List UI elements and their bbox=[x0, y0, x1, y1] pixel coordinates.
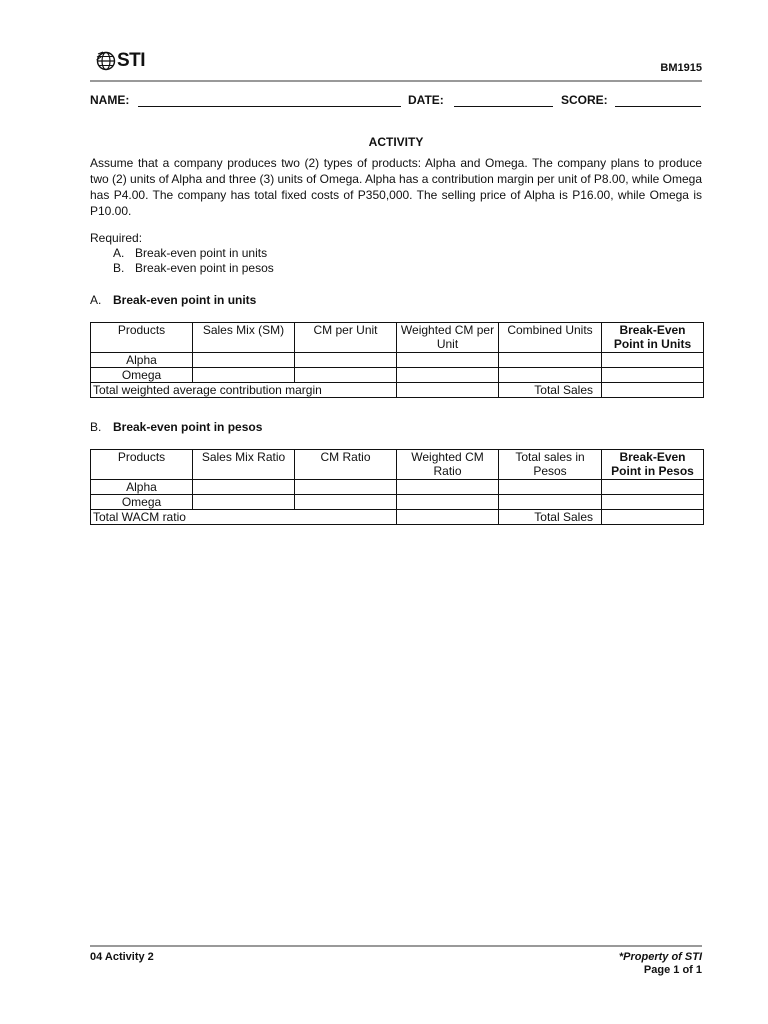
sti-logo bbox=[96, 50, 145, 72]
answer-cell[interactable] bbox=[397, 480, 499, 495]
answer-cell[interactable] bbox=[295, 353, 397, 368]
product-cell: Alpha bbox=[91, 480, 193, 495]
date-label: DATE: bbox=[408, 93, 444, 107]
answer-cell[interactable] bbox=[295, 368, 397, 383]
product-cell: Omega bbox=[91, 495, 193, 510]
answer-cell[interactable] bbox=[397, 383, 499, 398]
logo-text: STI bbox=[117, 50, 146, 71]
answer-cell[interactable] bbox=[295, 480, 397, 495]
table-header-row bbox=[91, 323, 704, 353]
table-row bbox=[91, 495, 704, 510]
column-header: CM Ratio bbox=[295, 450, 397, 480]
name-field[interactable] bbox=[138, 106, 401, 107]
column-header: Weighted CM Ratio bbox=[397, 450, 499, 480]
answer-cell[interactable] bbox=[193, 353, 295, 368]
total-label-cell: Total weighted average contribution margin bbox=[91, 383, 397, 398]
required-item-letter: B. bbox=[113, 261, 125, 275]
required-item-text: Break-even point in units bbox=[135, 246, 268, 260]
footer-divider bbox=[90, 945, 702, 947]
table-row bbox=[91, 480, 704, 495]
answer-cell[interactable] bbox=[397, 510, 499, 525]
activity-title: ACTIVITY bbox=[368, 135, 424, 149]
product-cell: Alpha bbox=[91, 353, 193, 368]
answer-cell[interactable] bbox=[499, 368, 602, 383]
answer-cell[interactable] bbox=[499, 495, 602, 510]
column-header: Sales Mix Ratio bbox=[193, 450, 295, 480]
table-row bbox=[91, 353, 704, 368]
break-even-units-table bbox=[90, 322, 704, 398]
section-a-heading bbox=[90, 293, 256, 307]
required-item-letter: A. bbox=[113, 246, 125, 260]
column-header: Products bbox=[91, 450, 193, 480]
break-even-pesos-table bbox=[90, 449, 704, 525]
table-row bbox=[91, 368, 704, 383]
score-label: SCORE: bbox=[561, 93, 608, 107]
property-notice: *Property of STI bbox=[618, 951, 702, 963]
section-letter: A. bbox=[90, 293, 102, 307]
problem-statement: Assume that a company produces two (2) types of products: Alpha and Omega. The company plans to produce two (2) units of Alpha and three (3) units of Omega. Alpha has a contribution margin per unit of P8.00, while Omega has P4.00. The company has total fixed costs of P350,000. The selling price of Alpha is P16.00, while Omega is P10.00. bbox=[90, 156, 702, 218]
answer-cell[interactable] bbox=[602, 383, 704, 398]
table-total-row bbox=[91, 383, 704, 398]
answer-cell[interactable] bbox=[295, 495, 397, 510]
answer-cell[interactable] bbox=[602, 510, 704, 525]
answer-cell[interactable] bbox=[193, 368, 295, 383]
required-item-b bbox=[113, 261, 274, 275]
required-item-text: Break-even point in pesos bbox=[135, 261, 274, 275]
answer-cell[interactable] bbox=[602, 353, 704, 368]
footer-right bbox=[619, 951, 702, 977]
section-letter: B. bbox=[90, 420, 102, 434]
column-header: Total sales in Pesos bbox=[499, 450, 602, 480]
column-header: Combined Units bbox=[499, 323, 602, 353]
column-header: Weighted CM per Unit bbox=[397, 323, 499, 353]
score-field[interactable] bbox=[615, 106, 701, 107]
answer-cell[interactable] bbox=[499, 480, 602, 495]
answer-cell[interactable] bbox=[193, 480, 295, 495]
section-b-heading bbox=[90, 420, 262, 434]
product-cell: Omega bbox=[91, 368, 193, 383]
required-item-a bbox=[113, 246, 267, 260]
footer-activity-label: 04 Activity 2 bbox=[90, 951, 154, 963]
name-label: NAME: bbox=[90, 93, 130, 107]
document-code: BM1915 bbox=[660, 62, 702, 74]
total-label-cell: Total WACM ratio bbox=[91, 510, 397, 525]
date-field[interactable] bbox=[454, 106, 553, 107]
answer-cell[interactable] bbox=[193, 495, 295, 510]
column-header: Break-Even Point in Pesos bbox=[602, 450, 704, 480]
globe-icon bbox=[96, 51, 116, 71]
table-total-row bbox=[91, 510, 704, 525]
page-number: Page 1 of 1 bbox=[643, 964, 702, 976]
column-header: Break-Even Point in Units bbox=[602, 323, 704, 353]
header-divider bbox=[90, 80, 702, 82]
section-title: Break-even point in pesos bbox=[113, 420, 263, 434]
table-header-row bbox=[91, 450, 704, 480]
answer-cell[interactable] bbox=[397, 495, 499, 510]
answer-cell[interactable] bbox=[397, 353, 499, 368]
required-label: Required: bbox=[90, 231, 143, 245]
column-header: Sales Mix (SM) bbox=[193, 323, 295, 353]
total-sales-label-cell: Total Sales bbox=[499, 383, 602, 398]
answer-cell[interactable] bbox=[602, 495, 704, 510]
section-title: Break-even point in units bbox=[113, 293, 257, 307]
column-header: CM per Unit bbox=[295, 323, 397, 353]
answer-cell[interactable] bbox=[602, 480, 704, 495]
column-header: Products bbox=[91, 323, 193, 353]
answer-cell[interactable] bbox=[602, 368, 704, 383]
answer-cell[interactable] bbox=[499, 353, 602, 368]
total-sales-label-cell: Total Sales bbox=[499, 510, 602, 525]
answer-cell[interactable] bbox=[397, 368, 499, 383]
